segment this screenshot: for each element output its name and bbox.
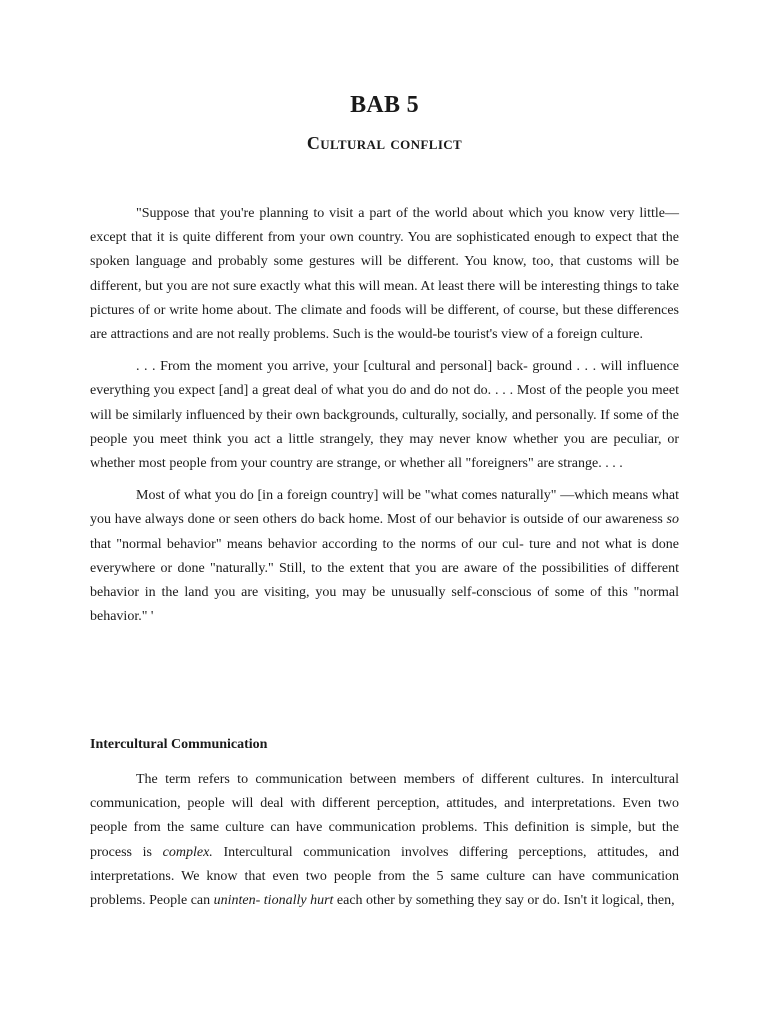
- quote-paragraph-3: [90, 484, 679, 629]
- quoted-passage: [90, 202, 679, 629]
- italic-complex: complex.: [162, 844, 213, 860]
- quote-paragraph-2: . . . From the moment you arrive, your [cultural and personal] back- ground . . . will influence everything you expect [and] a great deal of what you do and do not do. . . . Most of the people you meet will be similarly influenced by their own backgrounds, culturally, socially, and personally. If some of the people you meet think you act a little strangely, they may never know whether you are peculiar, or whether most people from your country are strange, or whether all "foreigners" are strange. . . .: [90, 359, 679, 472]
- quote-paragraph-3-text: Most of what you do [in a foreign country] will be "what comes naturally" —which means what you have always done or seen others do back home. Most of our behavior is outside of our awareness: [90, 488, 679, 528]
- section-text-part-3: each other by something they say or do. Isn't it logical, then,: [333, 893, 675, 909]
- quote-paragraph-3-text-cont: that "normal behavior" means behavior according to the norms of our cul- ture and not what is done everywhere or done "naturally." Still, to the extent that you are aware of the possibilities of different behavior in the land you are visiting, you may be unusually self-conscious of some of this "normal behavior." ': [90, 536, 679, 625]
- italic-so: so: [666, 512, 679, 528]
- section-body: [90, 768, 679, 913]
- italic-unintentionally-hurt: uninten- tionally hurt: [213, 893, 334, 909]
- chapter-number: BAB 5: [350, 92, 419, 118]
- quote-paragraph-1: "Suppose that you're planning to visit a part of the world about which you know very little—except that it is quite different from your own country. You are sophisticated enough to expect that the spoken language and probably some gestures will be different. You know, too, that customs will be different, but you are not sure exactly what this will mean. At least there will be interesting things to take pictures of or write home about. The climate and foods will be different, of course, but these differences are attractions and are not really problems. Such is the would-be tourist's view of a foreign culture.: [90, 206, 679, 343]
- section-paragraph-1: [90, 768, 679, 913]
- section-heading: Intercultural Communication: [90, 737, 268, 752]
- section-text-part-1: The term refers to communication between members of different cultures. In intercultural communication, people will deal with different perception, attitudes, and interpretations. Even two people from the same culture can have communication problems. This definition is simple, but the process is: [90, 772, 679, 860]
- chapter-title: Cultural conflict: [306, 133, 463, 153]
- section-text-part-2: Intercultural communication involves differing perceptions, attitudes, and interpretations. We know that even two people from the 5 same culture can have communication problems. People can: [90, 844, 680, 909]
